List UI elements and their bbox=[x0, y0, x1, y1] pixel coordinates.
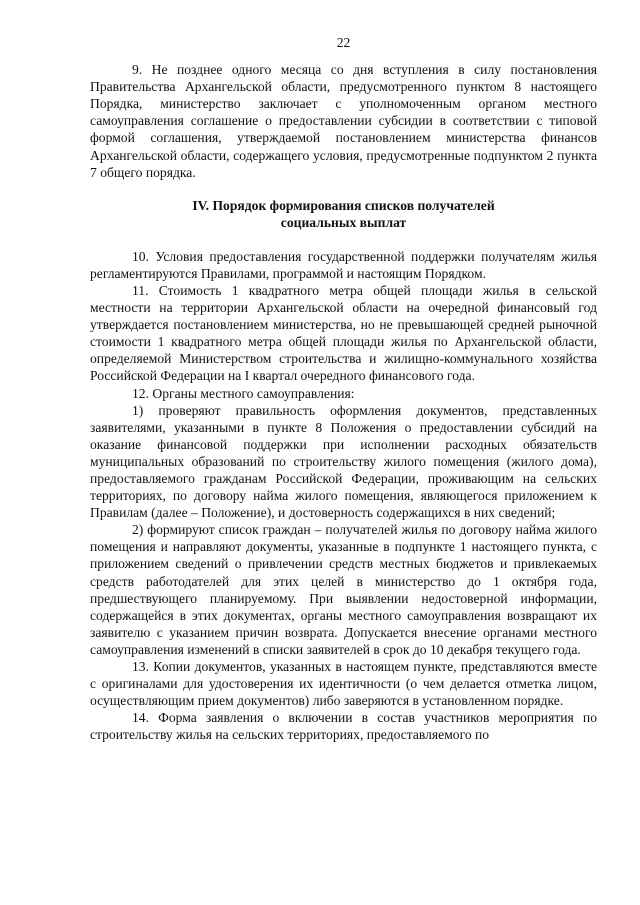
paragraph-9: 9. Не позднее одного месяца со дня вступления в силу постановления Правительства Архангельской области, предусмотренного пунктом 8 настоящего Порядка, министерство заключает с уполномоченным органом местного самоуправления соглашение о предоставлении субсидии в соответствии с типовой формой соглашения, утверждаемой постановлением министерства финансов Архангельской области, содержащего условия, предусмотренные подпунктом 2 пункта 7 общего порядка. bbox=[90, 62, 597, 180]
paragraph-11: 11. Стоимость 1 квадратного метра общей площади жилья в сельской местности на территории Архангельской области на очередной финансовый год утверждается постановлением министерства, но не превышающей средней рыночной стоимости 1 квадратного метра общей площади жилья по Архангельской области, определяемой Министерством строительства и жилищно-коммунального хозяйства Российской Федерации на I квартал очередного финансового года. bbox=[90, 282, 597, 384]
paragraph-12-item-1: 1) проверяют правильность оформления документов, представленных заявителями, указанными в пункте 8 Положения о предоставлении субсидий на оказание финансовой поддержки при исполнении расходных обязательств муниципальных образований по строительству жилого помещения (жилого дома), предоставляемого гражданам Российской Федерации, проживающим на сельских территориях, по договору найма жилого помещения, являющегося приложением к Правилам (далее – Положение), и достоверность содержащихся в них сведений; bbox=[90, 402, 597, 521]
paragraph-10: 10. Условия предоставления государственной поддержки получателям жилья регламентируются Правилами, программой и настоящим Порядком. bbox=[90, 248, 597, 281]
paragraph-12-item-2: 2) формируют список граждан – получателей жилья по договору найма жилого помещения и направляют документы, указанные в подпункте 1 настоящего пункта, с приложением сведений о привлечении средств местных бюджетов и привлекаемых средств работодателей для этих целей в министерство до 1 октября года, предшествующего планируемому. При выявлении недостоверной информации, содержащейся в этих документах, органы местного самоуправления возвращают их заявителю с указанием причин возврата. Допускается внесение органами местного самоуправления изменений в списки заявителей в срок до 10 декабря текущего года. bbox=[90, 522, 597, 657]
heading-spacer bbox=[90, 231, 597, 248]
page-number: 22 bbox=[336, 35, 351, 50]
section-heading bbox=[90, 197, 597, 231]
section-heading-line-2: социальных выплат bbox=[280, 214, 407, 230]
document-page bbox=[90, 34, 597, 743]
paragraph-14: 14. Форма заявления о включении в состав участников мероприятия по строительству жилья на сельских территориях, предоставляемого по bbox=[90, 710, 597, 743]
paragraph-12: 12. Органы местного самоуправления: bbox=[132, 385, 355, 401]
paragraph-13: 13. Копии документов, указанных в настоящем пункте, представляются вместе с оригиналами для удостоверения их идентичности (о чем делается отметка лицом, осуществляющим прием документов) либо заверяются в установленном порядке. bbox=[90, 659, 597, 709]
section-heading-line-1: IV. Порядок формирования списков получателей bbox=[192, 197, 495, 213]
